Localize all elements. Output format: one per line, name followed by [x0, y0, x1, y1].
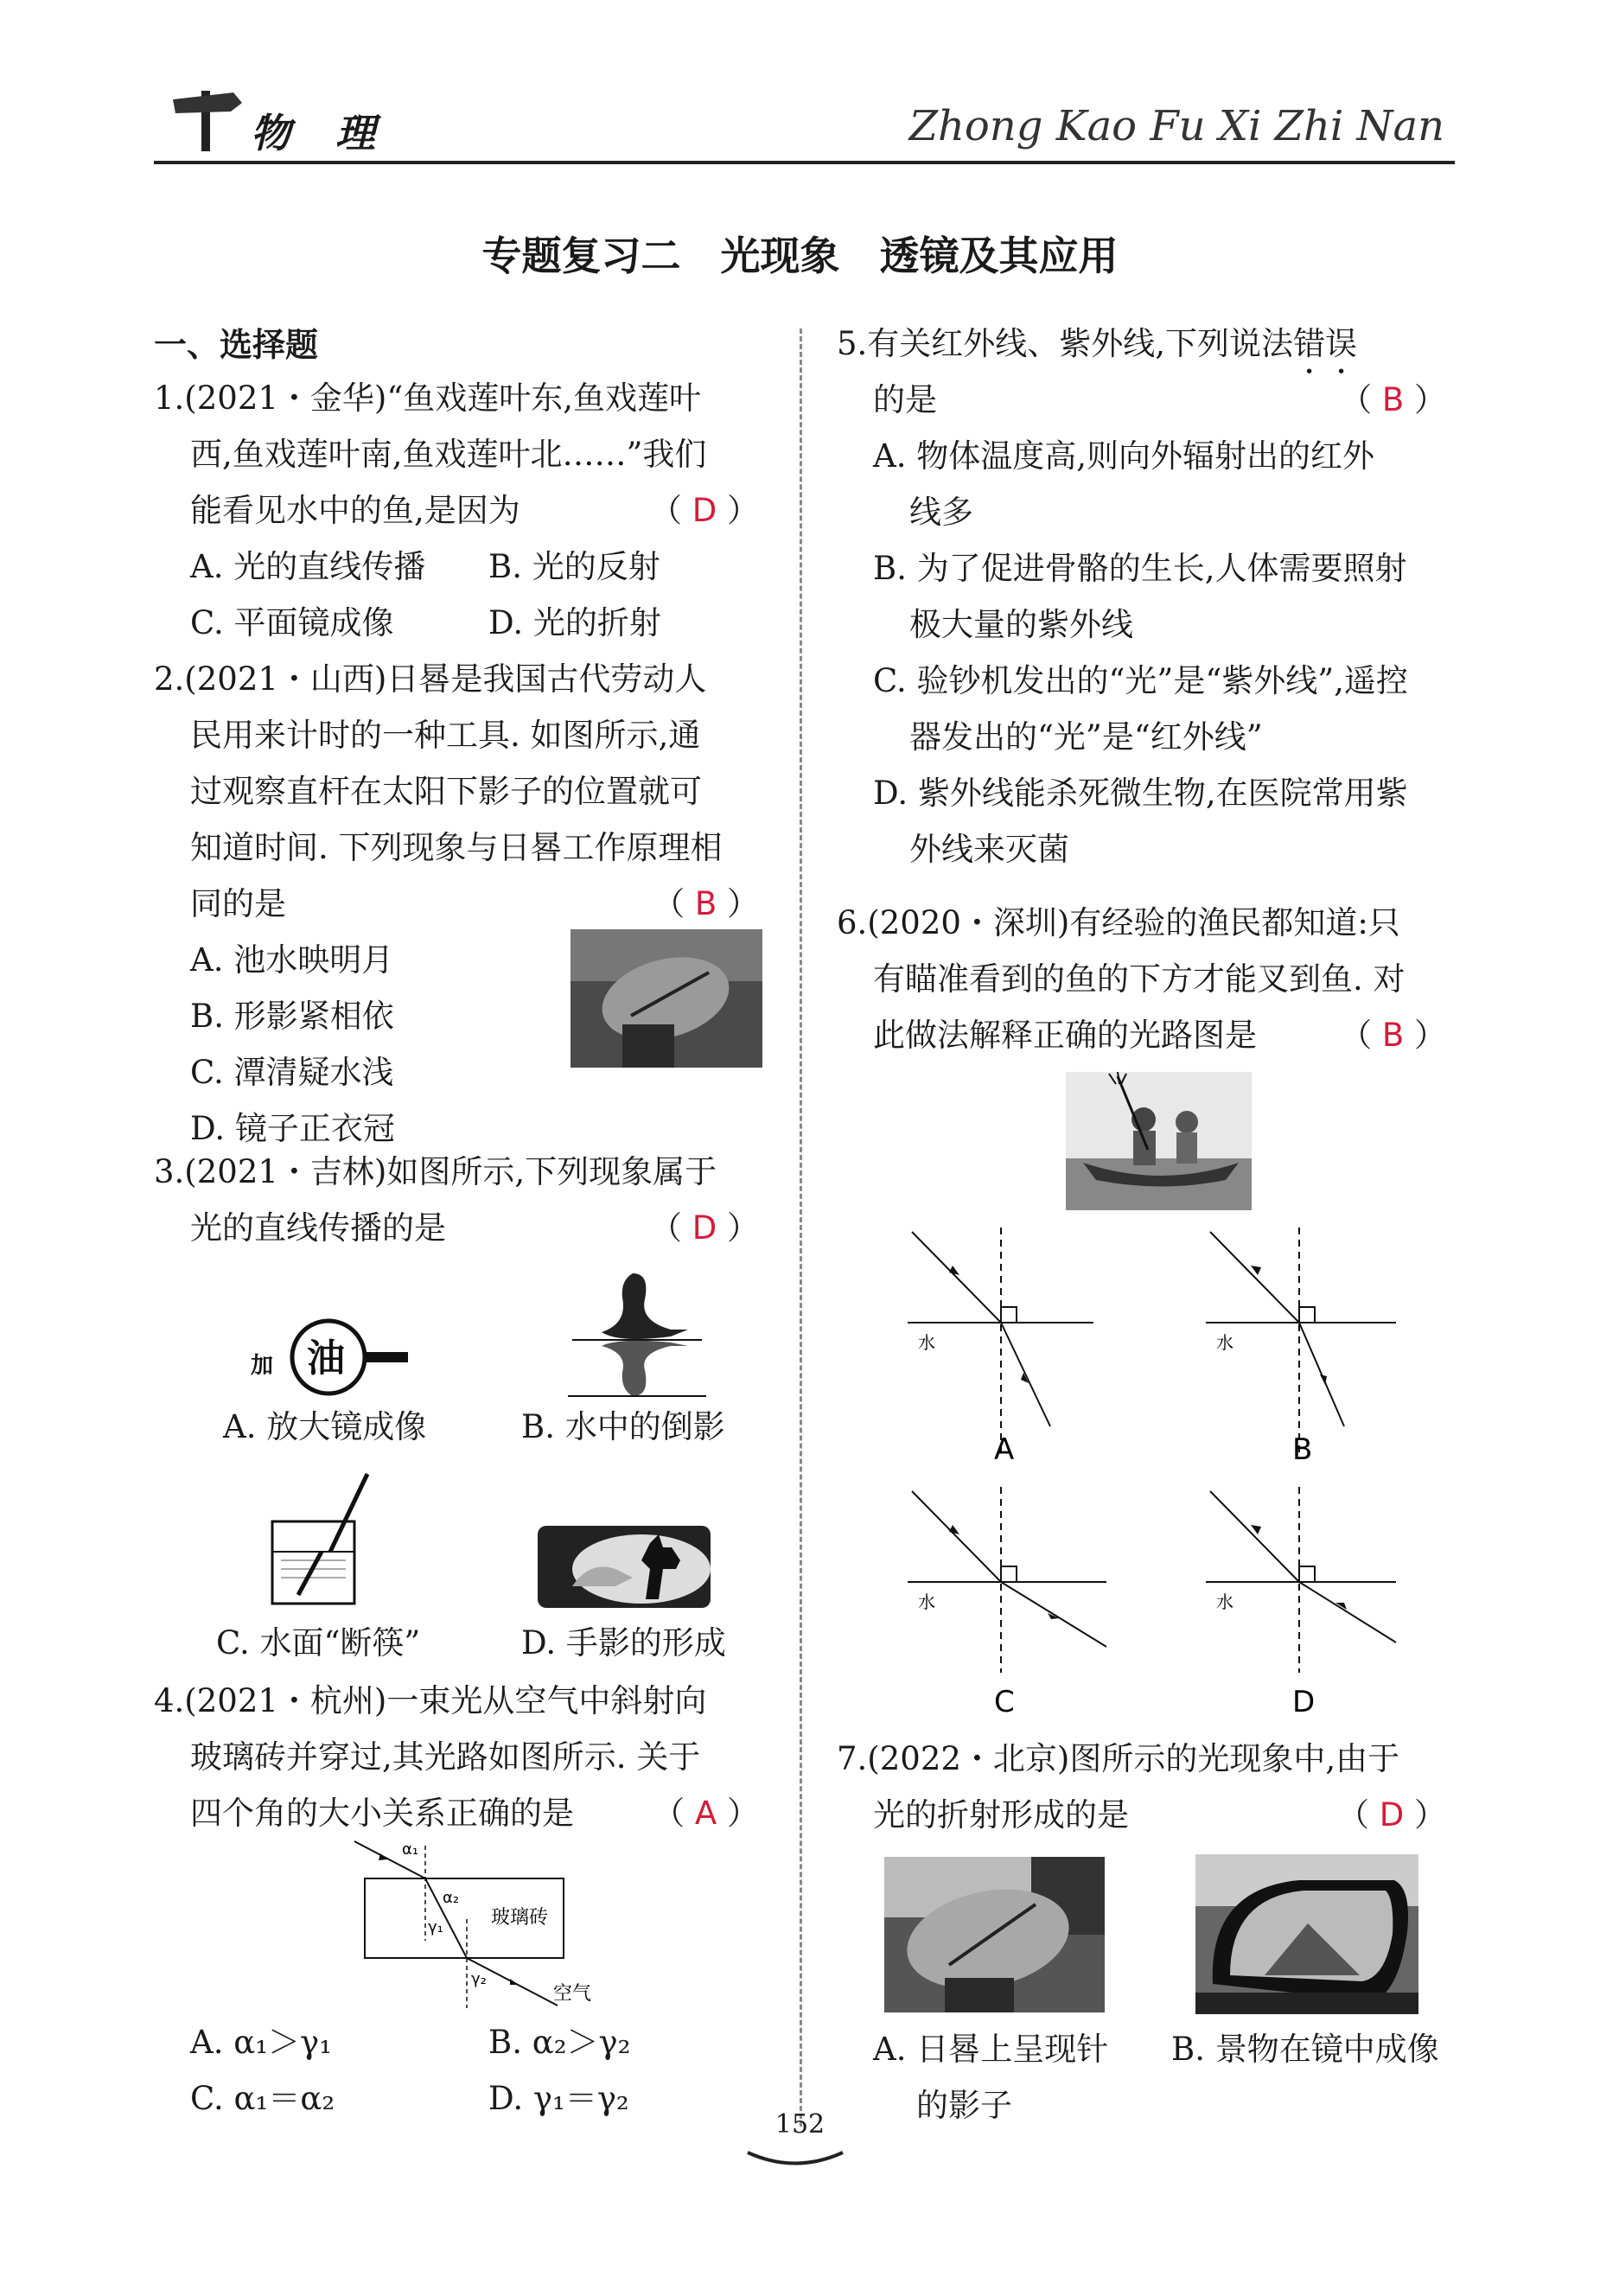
answer-value: D — [692, 1209, 717, 1247]
option-d: D. 紫外线能杀死微生物,在医院常用紫 — [873, 775, 1408, 812]
light-path-diagram-d — [1206, 1487, 1405, 1716]
question-text: 四个角的大小关系正确的是 — [190, 1795, 574, 1832]
question-4 — [154, 1673, 759, 1841]
label-alpha1: α₁ — [402, 1840, 419, 1859]
glass-brick-diagram — [346, 1837, 631, 2010]
option-d: D. 镜子正衣冠 — [190, 1110, 395, 1147]
answer-value: B — [1381, 1017, 1405, 1054]
question-text: 1.(2021・金华)“鱼戏莲叶东,鱼戏莲叶 — [154, 379, 702, 417]
question-text: 3.(2021・吉林)如图所示,下列现象属于 — [154, 1153, 717, 1190]
option-a-cont: 线多 — [909, 494, 973, 531]
series-title: Zhong Kao Fu Xi Zhi Nan — [908, 102, 1444, 150]
question-3 — [154, 1144, 759, 1256]
question-text: 民用来计时的一种工具. 如图所示,通 — [190, 717, 701, 754]
option-d: D. 光的折射 — [488, 604, 661, 641]
diagram-letter-b: B — [1292, 1432, 1313, 1461]
side-mirror-photo — [1195, 1854, 1418, 2014]
caption-b: B. 水中的倒影 — [521, 1408, 725, 1445]
answer-value: B — [694, 885, 717, 922]
option-b: B. 形影紧相依 — [190, 998, 394, 1035]
label-alpha2: α₂ — [443, 1889, 460, 1907]
question-text: 光的直线传播的是 — [190, 1209, 446, 1247]
header-rule — [154, 161, 1455, 164]
question-2 — [154, 651, 759, 1157]
fisherman-image — [1066, 1072, 1252, 1210]
water-label: 水 — [1216, 1332, 1233, 1353]
question-text: 6.(2020・深圳)有经验的渔民都知道:只 — [837, 904, 1400, 941]
label-glass-brick: 玻璃砖 — [491, 1907, 549, 1929]
question-7 — [837, 1731, 1446, 1843]
light-path-diagram-a — [908, 1228, 1106, 1461]
caption-d: D. 手影的形成 — [521, 1624, 726, 1661]
answer-bracket: （ D ） — [1336, 1796, 1446, 1834]
caption-a: A. 放大镜成像 — [223, 1408, 427, 1445]
answer-bracket: （ D ） — [649, 492, 759, 529]
subject-label: 物 理 — [251, 110, 392, 156]
page-number-decoration — [743, 2140, 847, 2165]
water-label: 水 — [918, 1332, 935, 1353]
question-text: 同的是 — [190, 885, 286, 922]
answer-bracket: （ B ） — [1340, 381, 1446, 418]
answer-value: D — [1379, 1796, 1405, 1834]
swan-reflection-image — [564, 1266, 711, 1405]
option-b-cont: 极大量的紫外线 — [909, 606, 1133, 643]
label-air: 空气 — [553, 1983, 592, 2005]
question-text: 玻璃砖并穿过,其光路如图所示. 关于 — [190, 1738, 701, 1776]
hand-shadow-image — [538, 1526, 711, 1608]
water-label: 水 — [918, 1591, 935, 1612]
option-c: C. α₁＝α₂ — [190, 2080, 335, 2117]
option-b: B. α₂＞γ₂ — [488, 2024, 631, 2061]
option-d-cont: 外线来灭菌 — [909, 831, 1069, 868]
answer-bracket: （ B ） — [653, 885, 759, 922]
sign-char-jia: 加 — [251, 1353, 274, 1379]
option-c-cont: 器发出的“光”是“红外线” — [909, 718, 1263, 756]
sundial-photo — [571, 929, 762, 1068]
option-c: C. 平面镜成像 — [190, 604, 394, 641]
answer-bracket: （ A ） — [653, 1795, 759, 1832]
option-a: A. 池水映明月 — [190, 941, 394, 979]
answer-bracket: （ D ） — [649, 1209, 759, 1247]
option-a: A. 光的直线传播 — [190, 548, 426, 585]
page-number: 152 — [775, 2109, 825, 2140]
chopsticks-in-water-image — [259, 1470, 380, 1608]
question-text: 4.(2021・杭州)一束光从空气中斜射向 — [154, 1682, 707, 1719]
question-text: 过观察直杆在太阳下影子的位置就可 — [190, 773, 702, 810]
option-a: A. α₁＞γ₁ — [190, 2024, 333, 2061]
magnifier-image — [246, 1305, 411, 1400]
column-divider — [800, 328, 802, 2127]
diagram-letter-a: A — [994, 1432, 1015, 1461]
question-6 — [837, 895, 1446, 1063]
option-c: C. 验钞机发出的“光”是“紫外线”,遥控 — [873, 662, 1408, 699]
diagram-letter-c: C — [994, 1685, 1015, 1716]
option-b: B. 为了促进骨骼的生长,人体需要照射 — [873, 550, 1407, 587]
caption-a-cont: 的影子 — [916, 2087, 1012, 2124]
question-text: 有瞄准看到的鱼的下方才能叉到鱼. 对 — [873, 960, 1406, 998]
option-d: D. γ₁＝γ₂ — [488, 2080, 629, 2117]
answer-value: D — [692, 492, 717, 529]
light-path-diagram-b — [1206, 1228, 1405, 1461]
question-text: 西,鱼戏莲叶南,鱼戏莲叶北……”我们 — [190, 436, 707, 473]
question-text: 5.有关红外线、紫外线,下列说法 — [837, 325, 1294, 362]
water-label: 水 — [1216, 1591, 1233, 1612]
question-text: 的是 — [873, 381, 937, 418]
emphasis-text: 错误 — [1293, 325, 1358, 362]
answer-value: A — [694, 1795, 717, 1832]
label-gamma1: γ₁ — [428, 1918, 443, 1936]
question-text: 光的折射形成的是 — [873, 1796, 1129, 1834]
diagram-letter-d: D — [1292, 1685, 1316, 1716]
answer-value: B — [1381, 381, 1405, 418]
question-text: 此做法解释正确的光路图是 — [873, 1017, 1257, 1054]
page-title: 专题复习二 光现象 透镜及其应用 — [481, 233, 1119, 279]
answer-bracket: （ B ） — [1340, 1017, 1446, 1054]
question-text: 知道时间. 下列现象与日晷工作原理相 — [190, 829, 723, 866]
option-b: B. 光的反射 — [488, 548, 660, 585]
label-gamma2: γ₂ — [471, 1970, 487, 1988]
light-path-diagram-c — [908, 1487, 1115, 1716]
question-1 — [154, 370, 759, 651]
question-text: 2.(2021・山西)日晷是我国古代劳动人 — [154, 660, 707, 698]
sundial-needle-photo — [884, 1857, 1105, 2012]
caption-b: B. 景物在镜中成像 — [1171, 2031, 1439, 2068]
signpost-logo-icon — [169, 82, 246, 151]
section-heading: 一、选择题 — [154, 326, 319, 364]
sign-char-you: 油 — [307, 1336, 345, 1381]
caption-a: A. 日晷上呈现针 — [873, 2031, 1109, 2068]
caption-c: C. 水面“断筷” — [216, 1624, 421, 1661]
option-c: C. 潭清疑水浅 — [190, 1054, 394, 1091]
question-text: 能看见水中的鱼,是因为 — [190, 492, 520, 529]
question-5 — [837, 316, 1446, 877]
question-text: 7.(2022・北京)图所示的光现象中,由于 — [837, 1740, 1400, 1777]
option-a: A. 物体温度高,则向外辐射出的红外 — [873, 437, 1375, 475]
